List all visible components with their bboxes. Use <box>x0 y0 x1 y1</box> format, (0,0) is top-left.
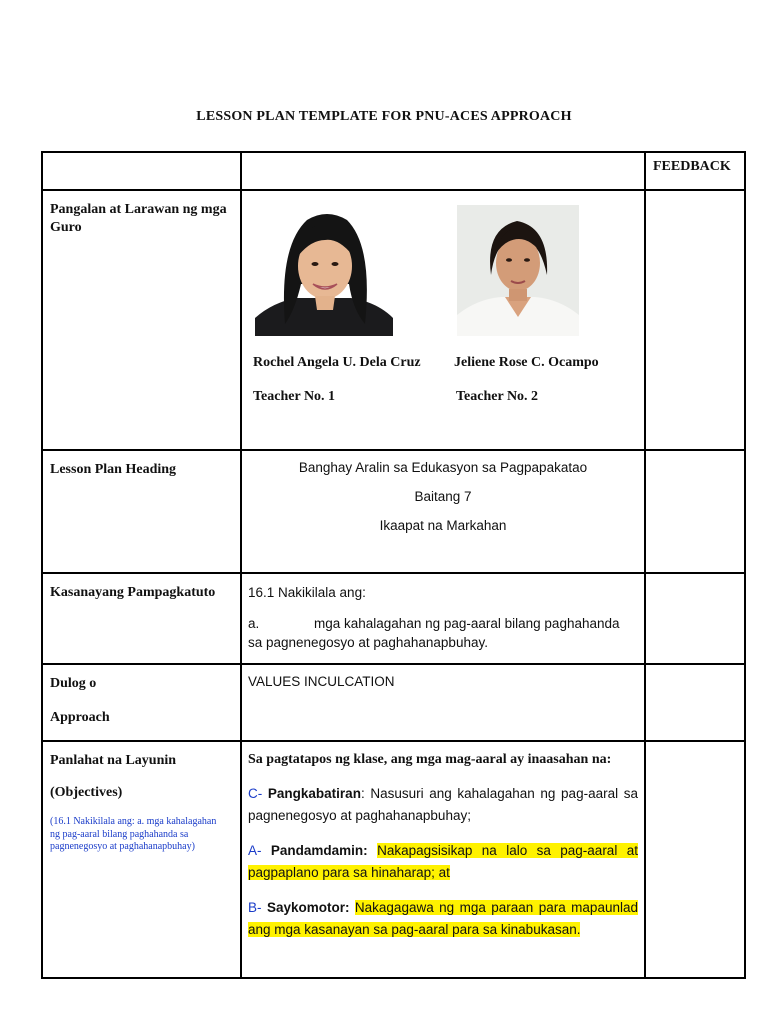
kasanayan-item-text: mga kahalagahan ng pag-aaral bilang paghahanda sa pagnenegosyo at paghahanapbuhay. <box>248 616 620 650</box>
teacher-2-photo <box>457 205 579 336</box>
teacher-2-number: Teacher No. 2 <box>456 389 539 404</box>
cognitive-name: Pangkabatiran <box>267 786 361 801</box>
objectives-label-line-2: (Objectives) <box>50 785 123 800</box>
kasanayan-label: Kasanayang Pampagkatuto <box>42 573 241 664</box>
psychomotor-letter: B- <box>248 900 262 915</box>
kasanayan-item-letter: a. <box>248 616 260 631</box>
heading-line-3: Ikaapat na Markahan <box>379 518 507 533</box>
heading-line-2: Baitang 7 <box>414 489 472 504</box>
feedback-header: FEEDBACK <box>645 152 745 190</box>
teachers-label: Pangalan at Larawan ng mga Guro <box>42 190 241 450</box>
psychomotor-name: Saykomotor: <box>266 900 350 915</box>
objective-psychomotor <box>248 897 638 941</box>
table-row-kasanayan <box>42 573 745 664</box>
heading-cell <box>241 450 645 573</box>
table-row-heading <box>42 450 745 573</box>
table-row-objectives <box>42 741 745 978</box>
dulog-label-line-1: Dulog o <box>50 676 97 691</box>
teacher-1-number: Teacher No. 1 <box>253 389 336 404</box>
page-title: LESSON PLAN TEMPLATE FOR PNU-ACES APPROACH <box>196 109 572 124</box>
feedback-cell-dulog <box>645 664 745 741</box>
objectives-label-line-1: Panlahat na Layunin <box>50 753 177 768</box>
objective-affective <box>248 840 638 884</box>
cognitive-text: : Nasusuri ang kahalagahan ng pag-aaral sa pagnenegosyo at paghahanapbuhay; <box>248 786 638 823</box>
table-header-row <box>42 152 745 190</box>
table-row-dulog <box>42 664 745 741</box>
lesson-plan-table <box>41 151 746 979</box>
table-row-teachers <box>42 190 745 450</box>
affective-name: Pandamdamin: <box>270 843 368 858</box>
dulog-label-line-2: Approach <box>50 710 110 725</box>
heading-line-1: Banghay Aralin sa Edukasyon sa Pagpapakatao <box>298 460 588 475</box>
objectives-lead: Sa pagtatapos ng klase, ang mga mag-aaral ay inaasahan na: <box>248 752 612 767</box>
teachers-cell <box>241 190 645 450</box>
heading-label: Lesson Plan Heading <box>42 450 241 573</box>
dulog-label <box>42 664 241 741</box>
objectives-cell <box>241 741 645 978</box>
objectives-note: (16.1 Nakikilala ang: a. mga kahalagahan ng pag-aaral bilang paghahanda sa pagnenegosyo at paghahanapbuhay) <box>50 816 217 852</box>
header-cell-empty-1 <box>42 152 241 190</box>
kasanayan-item <box>248 614 636 652</box>
teacher-2-name: Jeliene Rose C. Ocampo <box>454 355 599 370</box>
feedback-cell-kasanayan <box>645 573 745 664</box>
feedback-cell-objectives <box>645 741 745 978</box>
feedback-cell-heading <box>645 450 745 573</box>
kasanayan-cell <box>241 573 645 664</box>
affective-text: Nakapagsisikap na lalo sa pag-aaral at pagpaplano para sa hinaharap; at <box>248 843 638 880</box>
cognitive-letter: C- <box>248 786 263 801</box>
objectives-label-cell <box>42 741 241 978</box>
objective-cognitive <box>248 783 638 827</box>
affective-letter: A- <box>248 843 262 858</box>
dulog-value: VALUES INCULCATION <box>248 674 395 689</box>
kasanayan-line-1: 16.1 Nakikilala ang: <box>248 585 366 600</box>
feedback-cell-teachers <box>645 190 745 450</box>
dulog-cell <box>241 664 645 741</box>
header-cell-empty-2 <box>241 152 645 190</box>
psychomotor-text: Nakagagawa ng mga paraan para mapaunlad ang mga kasanayan sa pag-aaral para sa kinabukasan. <box>248 900 638 937</box>
teacher-1-name: Rochel Angela U. Dela Cruz <box>253 355 421 370</box>
teacher-1-photo <box>255 206 393 336</box>
